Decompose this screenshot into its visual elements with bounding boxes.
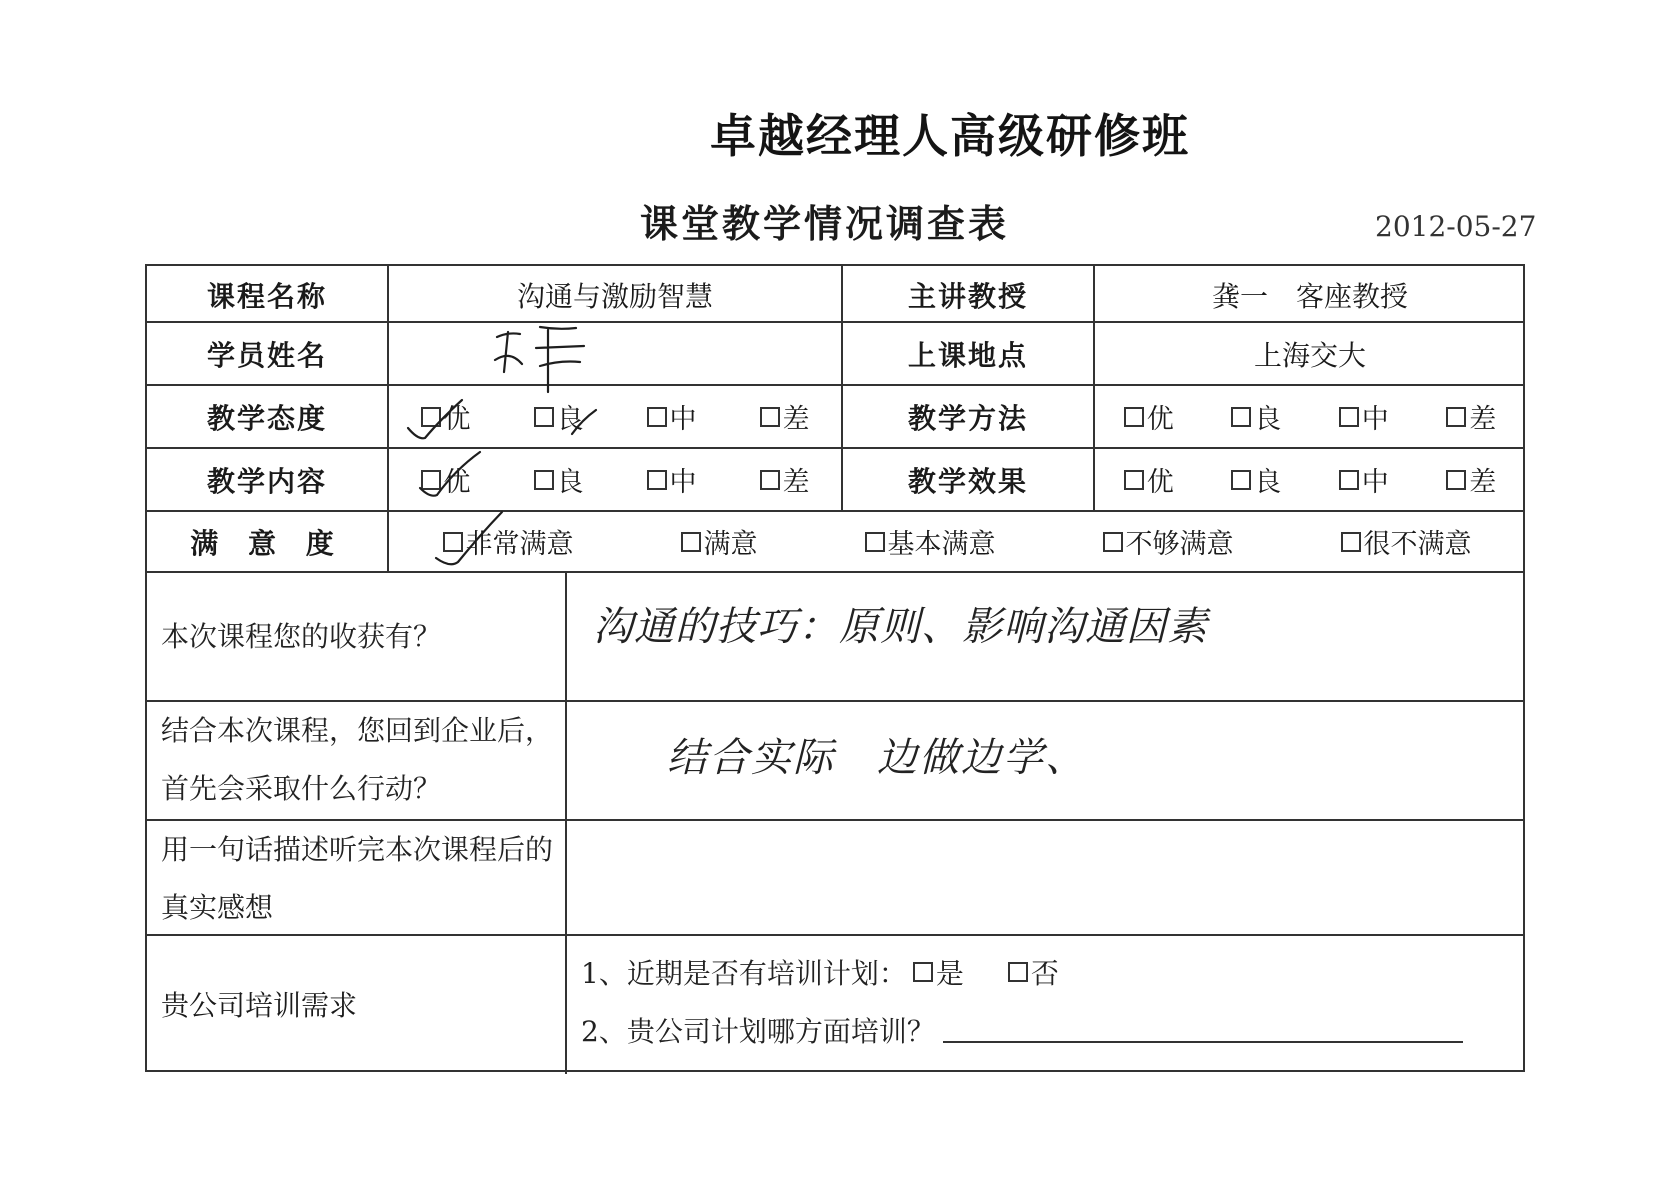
- training-plan-question: [581, 950, 1059, 994]
- checkbox[interactable]: [760, 407, 780, 427]
- teaching-method-label: 教学方法: [907, 401, 1028, 435]
- checkbox[interactable]: [534, 470, 554, 490]
- checkbox[interactable]: [865, 532, 885, 552]
- option-label: 优: [1146, 404, 1174, 435]
- checkbox[interactable]: [443, 532, 463, 552]
- question-action-answer[interactable]: [567, 702, 1525, 819]
- teaching-content-options: [389, 449, 841, 510]
- handwritten-answer: 沟通的技巧：原则、影响沟通因素: [593, 604, 1208, 650]
- checkbox[interactable]: [760, 470, 780, 490]
- checkbox[interactable]: [1124, 407, 1144, 427]
- option-good[interactable]: [534, 397, 584, 436]
- question-harvest-label: 本次课程您的收获有？: [161, 619, 442, 653]
- option-label: 很不满意: [1363, 529, 1472, 560]
- teaching-method-options: [1095, 386, 1525, 447]
- option-label: 优: [1146, 467, 1174, 498]
- option-excellent[interactable]: [421, 460, 471, 499]
- location-value: 上海交大: [1253, 338, 1366, 372]
- training-area-question: [581, 1008, 1463, 1052]
- course-name-value: 沟通与激励智慧: [516, 279, 713, 313]
- option-label: 否: [1030, 957, 1059, 990]
- option-average[interactable]: [1339, 397, 1389, 436]
- option-poor[interactable]: [1446, 460, 1496, 499]
- training-needs-label: 贵公司培训需求: [161, 989, 358, 1022]
- question-feeling-label: 用一句话描述听完本次课程后的真实感想: [161, 833, 554, 924]
- checkbox[interactable]: [1103, 532, 1123, 552]
- training-plan-text: 1、近期是否有培训计划：: [581, 957, 907, 990]
- training-area-field[interactable]: [943, 1017, 1463, 1043]
- option-label: 满意: [703, 529, 758, 560]
- option-label: 非常满意: [465, 529, 574, 560]
- teaching-effect-label: 教学效果: [907, 464, 1028, 498]
- option-good[interactable]: [1231, 397, 1281, 436]
- option-label: 差: [1469, 467, 1497, 498]
- option-poor[interactable]: [760, 460, 810, 499]
- student-name-field[interactable]: [389, 323, 841, 384]
- teaching-effect-options: [1095, 449, 1525, 510]
- checkbox[interactable]: [1231, 470, 1251, 490]
- question-feeling-answer[interactable]: [567, 821, 1525, 934]
- option-label: 差: [782, 404, 810, 435]
- question-harvest-answer[interactable]: [567, 573, 1525, 700]
- option-no[interactable]: [1008, 952, 1059, 992]
- option-label: 差: [782, 467, 810, 498]
- option-excellent[interactable]: [1124, 397, 1174, 436]
- option-poor[interactable]: [1446, 397, 1496, 436]
- form-subtitle: 课堂教学情况调查表: [640, 202, 1010, 246]
- option-average[interactable]: [647, 460, 697, 499]
- option-label: 良: [1254, 467, 1282, 498]
- checkbox[interactable]: [1124, 470, 1144, 490]
- option-label: 中: [669, 467, 697, 498]
- checkbox[interactable]: [681, 532, 701, 552]
- option-label: 优: [443, 404, 471, 435]
- checkbox[interactable]: [1446, 470, 1466, 490]
- option-good[interactable]: [534, 460, 584, 499]
- option-label: 中: [1361, 404, 1389, 435]
- option-average[interactable]: [1339, 460, 1389, 499]
- option-very-satisfied[interactable]: [443, 522, 574, 561]
- checkbox[interactable]: [1008, 962, 1028, 982]
- checkbox[interactable]: [534, 407, 554, 427]
- option-good[interactable]: [1231, 460, 1281, 499]
- survey-form: [145, 264, 1525, 1072]
- teaching-attitude-label: 教学态度: [206, 401, 327, 435]
- professor-value: 龚一 客座教授: [1211, 279, 1408, 313]
- option-label: 良: [556, 404, 584, 435]
- course-name-label: 课程名称: [206, 279, 327, 313]
- checkbox[interactable]: [1341, 532, 1361, 552]
- option-very-dissatisfied[interactable]: [1341, 522, 1472, 561]
- option-label: 差: [1469, 404, 1497, 435]
- checkbox[interactable]: [647, 470, 667, 490]
- option-label: 中: [1361, 467, 1389, 498]
- checkbox[interactable]: [1339, 407, 1359, 427]
- checkbox[interactable]: [421, 470, 441, 490]
- option-label: 基本满意: [887, 529, 996, 560]
- option-excellent[interactable]: [421, 397, 471, 436]
- question-action-label: 结合本次课程，您回到企业后，首先会采取什么行动？: [161, 714, 554, 805]
- professor-label: 主讲教授: [907, 279, 1028, 313]
- page-title: 卓越经理人高级研修班: [710, 109, 1190, 163]
- option-label: 良: [1254, 404, 1282, 435]
- option-label: 是: [935, 957, 964, 990]
- form-date: 2012-05-27: [1375, 210, 1537, 243]
- teaching-attitude-options: [389, 386, 841, 447]
- handwritten-answer: 结合实际 边做边学、: [667, 735, 1087, 781]
- teaching-content-label: 教学内容: [206, 464, 327, 498]
- option-not-satisfied[interactable]: [1103, 522, 1234, 561]
- training-area-text: 2、贵公司计划哪方面培训？: [581, 1015, 935, 1048]
- option-label: 优: [443, 467, 471, 498]
- option-label: 良: [556, 467, 584, 498]
- satisfaction-label: 满 意 度: [190, 526, 344, 560]
- option-excellent[interactable]: [1124, 460, 1174, 499]
- option-basically-satisfied[interactable]: [865, 522, 996, 561]
- checkbox[interactable]: [913, 962, 933, 982]
- checkbox[interactable]: [1231, 407, 1251, 427]
- checkbox[interactable]: [1446, 407, 1466, 427]
- checkbox[interactable]: [1339, 470, 1359, 490]
- option-label: 不够满意: [1125, 529, 1234, 560]
- student-name-label: 学员姓名: [206, 338, 327, 372]
- checkbox[interactable]: [647, 407, 667, 427]
- option-poor[interactable]: [760, 397, 810, 436]
- location-label: 上课地点: [907, 338, 1028, 372]
- checkbox[interactable]: [421, 407, 441, 427]
- option-average[interactable]: [647, 397, 697, 436]
- satisfaction-options: [389, 512, 1525, 571]
- option-yes[interactable]: [913, 952, 964, 992]
- option-label: 中: [669, 404, 697, 435]
- option-satisfied[interactable]: [681, 522, 758, 561]
